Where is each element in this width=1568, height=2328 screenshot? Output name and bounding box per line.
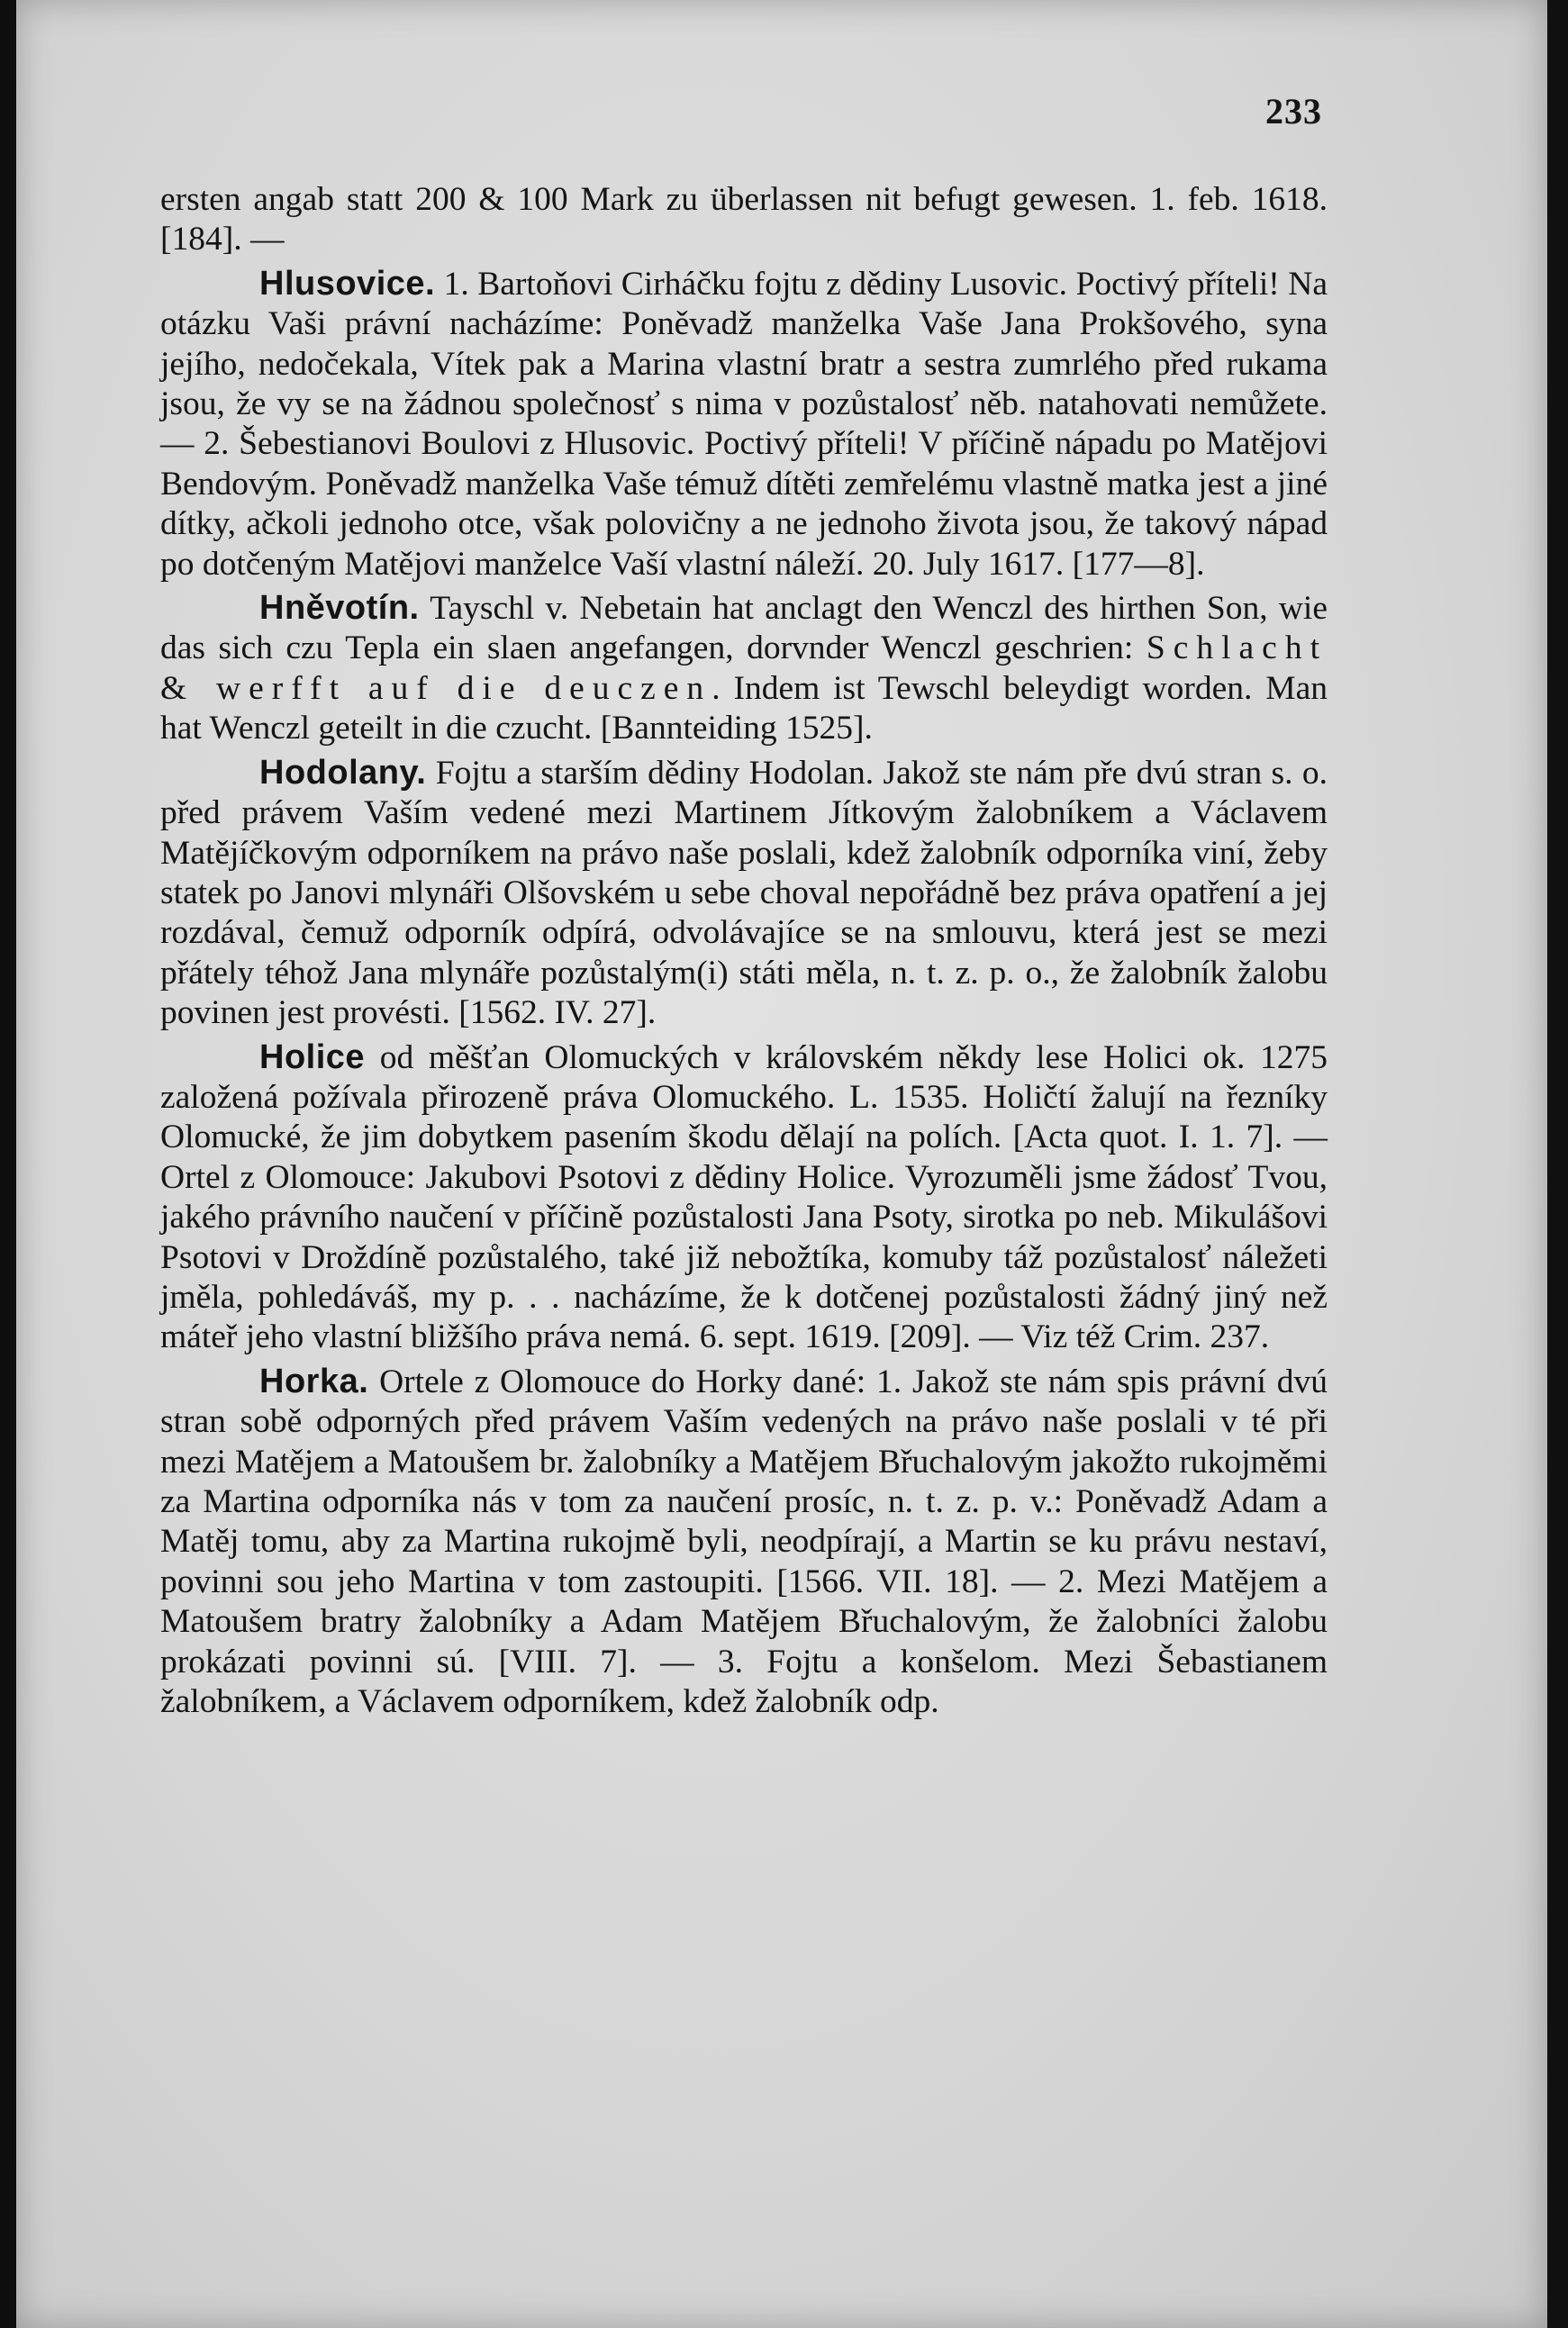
entry-hnevotin xyxy=(160,588,1328,749)
entry-text: Fojtu a starším dědiny Hodolan. Jakož ste nám pře dvú stran s. o. před právem Vaším vedené mezi Martinem Jítkovým žalobníkem a Václavem Matějíčkovým odporníkem na právo naše poslali, kdež žalobník odporníka viní, žeby statek po Janovi mlynáři Olšovském u sebe choval nepořádně bez práva opatření a jej rozdával, čemuž odporník odpírá, odvolávajíce se na smlouvu, která jest se mezi přátely téhož Jana mlynáře pozůstalým(i) státi měla, n. t. z. p. o., že žalobník žalobu povinen jest provésti. [1562. IV. 27]. xyxy=(160,754,1328,1032)
entry-heading: Horka. xyxy=(259,1362,369,1400)
book-page xyxy=(16,0,1547,2328)
entry-heading: Hněvotín. xyxy=(259,589,420,628)
entry-horka xyxy=(160,1362,1328,1723)
page-number: 233 xyxy=(1265,91,1322,131)
paragraph-continuation xyxy=(160,180,1328,260)
entry-holice xyxy=(160,1037,1328,1358)
scan-left-margin xyxy=(0,0,16,2328)
entry-text: od měšťan Olomuckých v královském někdy lese Holici ok. 1275 založená požívala přirozeně práva Olomuckého. L. 1535. Holičtí žalují na řezníky Olomucké, že jim dobytkem pasením škodu dělají na polích. [Acta quot. I. 1. 7]. — Ortel z Olomouce: Jakubovi Psotovi z dědiny Holice. Vyrozuměli jsme žádosť Tvou, jakého právního naučení v příčině pozůstalosti Jana Psoty, sirotka po neb. Mikulášovi Psotovi v Droždíně pozůstalého, také již nebožtíka, komuby táž pozůstalosť náležeti jměla, pohledáváš, my p. . . nacházíme, že k dotčenej pozůstalosti žádný jiný než máteř jeho vlastní bližšího práva nemá. 6. sept. 1619. [209]. — Viz též Crim. 237. xyxy=(160,1038,1328,1356)
entry-hlusovice xyxy=(160,264,1328,584)
entry-heading: Hodolany. xyxy=(259,753,427,792)
entry-text: 1. Bartoňovi Cirháčku fojtu z dědiny Lusovic. Poctivý příteli! Na otázku Vaši právní nacházíme: Poněvadž manželka Vaše Jana Prokšového, syna jejího, nedočekala, Vítek pak a Marina vlastní bratr a sestra zumrlého před rukama jsou, že vy se na žádnou společnosť s nima v pozůstalosť něb. natahovati nemůžete. — 2. Šebestianovi Boulovi z Hlusovic. Poctivý příteli! V příčině nápadu po Matějovi Bendovým. Poněvadž manželka Vaše témuž dítěti zemřelému vlastně matka jest a jiné dítky, ačkoli jednoho otce, však polovičny a ne jednoho života jsou, že takový nápad po dotčeným Matějovi manželce Vaší vlastní náleží. 20. July 1617. [177—8]. xyxy=(160,265,1328,583)
page-body-text xyxy=(160,180,1328,1722)
entry-heading: Hlusovice. xyxy=(259,264,436,303)
entry-hodolany xyxy=(160,753,1328,1034)
entry-text: Ortele z Olomouce do Horky dané: 1. Jakož ste nám spis právní dvú stran sobě odporných před právem Vaším vedených na právo naše poslali v té při mezi Matějem a Matoušem br. žalobníky a Matějem Břuchalovým jakožto rukojměmi za Martina odporníka nás v tom za naučení prosíc, n. t. z. p. v.: Poněvadž Adam a Matěj tomu, aby za Martina rukojmě byli, neodpírají, a Martin se ku právu nestaví, povinni sou jeho Martina v tom zastoupiti. [1566. VII. 18]. — 2. Mezi Matějem a Matoušem bratry žalobníky a Adam Matějem Břuchalovým, že žalobníci žalobu prokázati povinni sú. [VIII. 7]. — 3. Fojtu a konšelom. Mezi Šebastianem žalobníkem, a Václavem odporníkem, kdež žalobník odp. xyxy=(160,1363,1328,1721)
entry-spaced-quote: Schlacht & werfft auf die deuczen xyxy=(160,630,1328,707)
scan-right-margin xyxy=(1547,0,1568,2328)
paragraph-text: ersten angab statt 200 & 100 Mark zu überlassen nit befugt gewesen. 1. feb. 1618. [184]. — xyxy=(160,181,1328,258)
entry-text: Tayschl v. Nebetain hat anclagt den Wenczl des hirthen Son, wie das sich czu Tepla ein slaen angefangen, dorvnder Wenczl geschrien: xyxy=(160,590,1328,667)
entry-heading: Holice xyxy=(259,1037,366,1076)
entry-text: . Indem ist Tewschl beleydigt worden. Man hat Wenczl geteilt in die czucht. [Bannteiding 1525]. xyxy=(160,669,1328,747)
